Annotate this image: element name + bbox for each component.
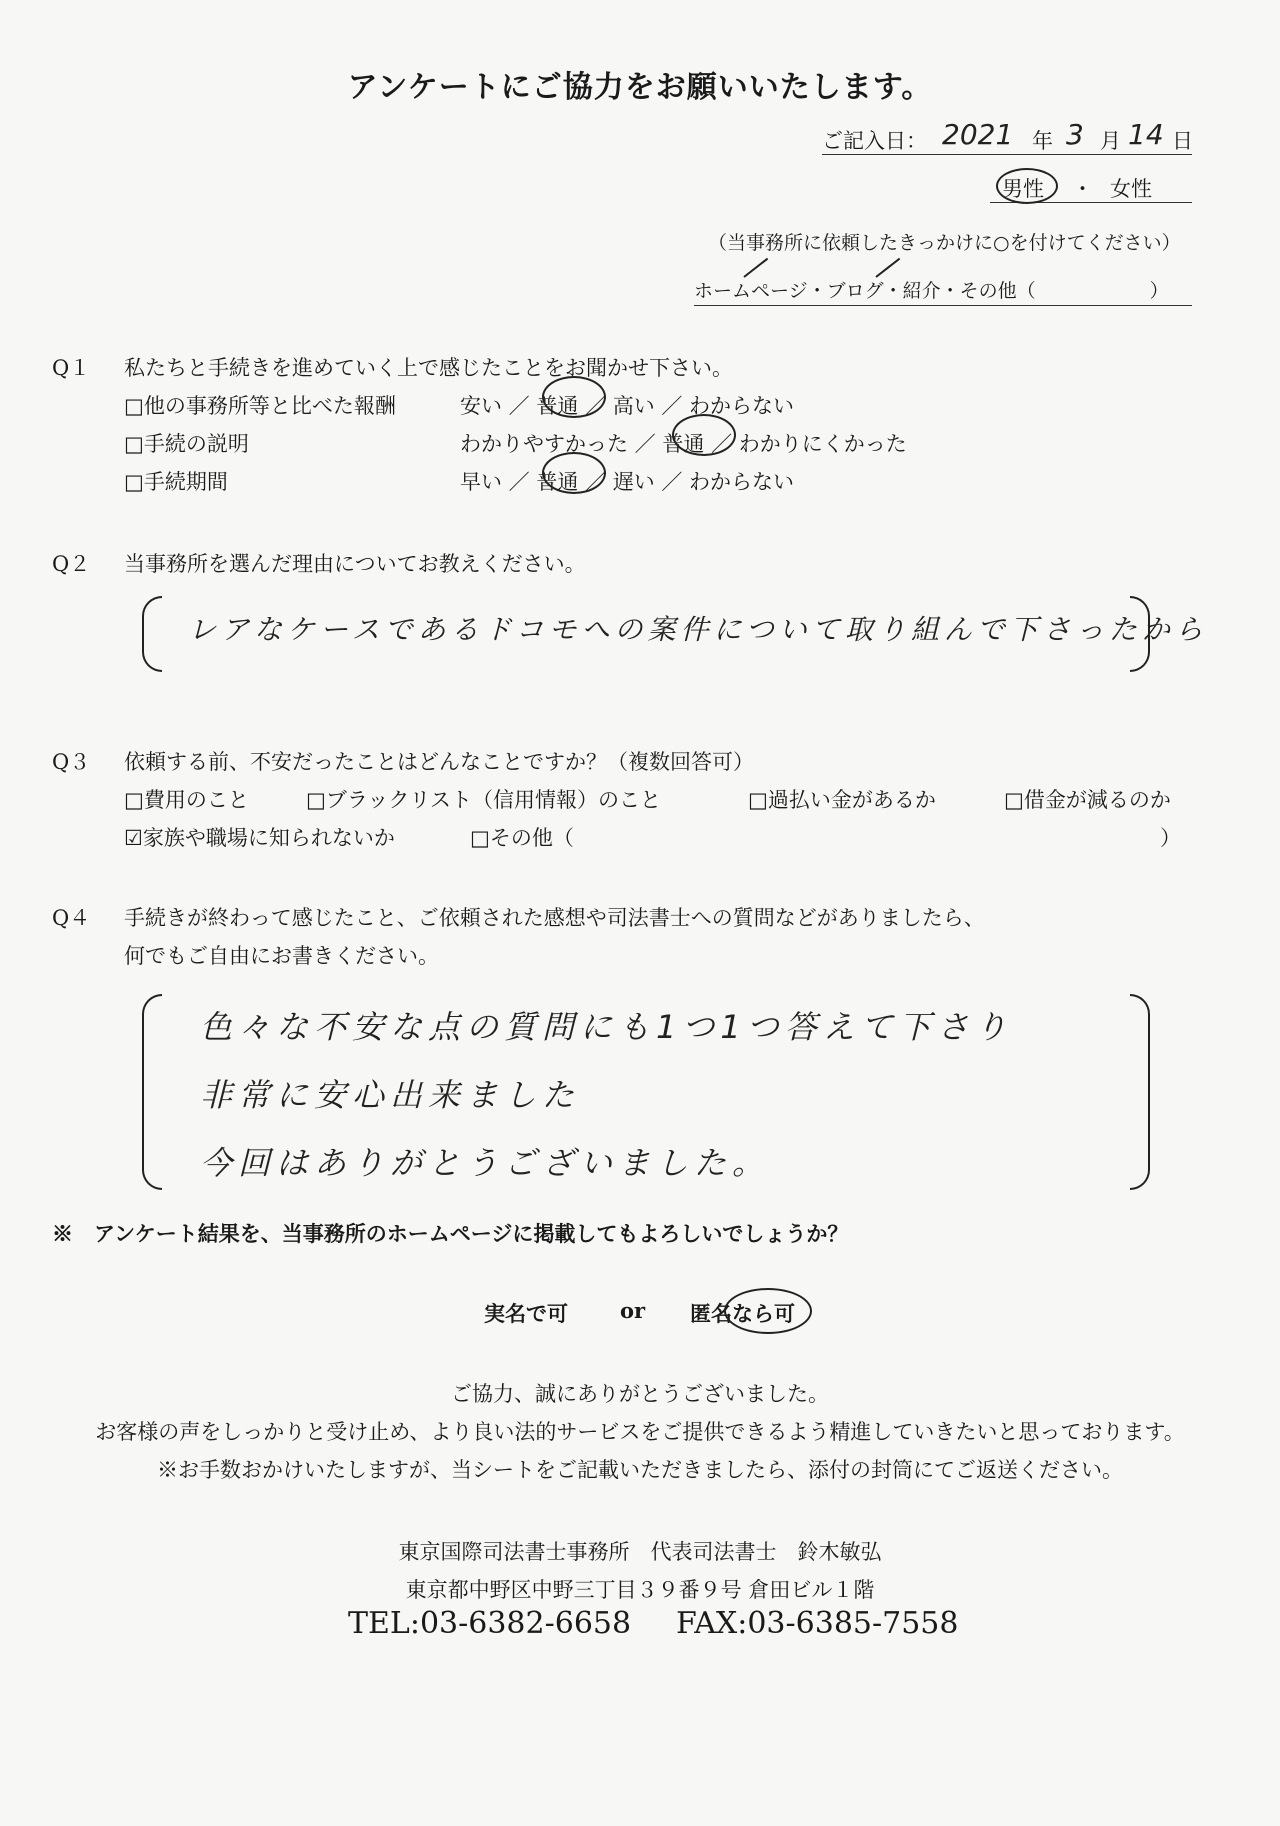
publish-real-name: 実名で可 bbox=[484, 1301, 568, 1326]
q3-option-blacklist: □ブラックリスト（信用情報）のこと bbox=[306, 788, 661, 812]
publish-anonymous-circle bbox=[724, 1288, 812, 1334]
q3-option-debt-reduce: □借金が減るのか bbox=[1004, 788, 1171, 812]
q1-row-1-answer-circle bbox=[542, 376, 606, 418]
q4-answer-line-3: 今回はありがとうございました。 bbox=[200, 1144, 771, 1182]
trigger-options: ホームページ・ブログ・紹介・その他（ ） bbox=[694, 276, 1192, 306]
q4-number: Q４ bbox=[52, 906, 91, 930]
publish-anonymous: 匿名なら可 bbox=[690, 1301, 795, 1326]
office-tel: TEL:03-6382-6658 bbox=[348, 1606, 632, 1641]
date-day-label: 日 bbox=[1172, 129, 1193, 153]
q1-row-2-options: わかりやすかった ／ 普通 ／ わかりにくかった bbox=[460, 432, 907, 456]
date-day-value: 14 bbox=[1128, 118, 1164, 151]
trigger-note: （当事務所に依頼したきっかけに○を付けてください） bbox=[708, 232, 1181, 254]
q1-question: 私たちと手続きを進めていく上で感じたことをお聞かせ下さい。 bbox=[124, 356, 733, 380]
q3-number: Q３ bbox=[52, 750, 91, 774]
q3-option-family-work: ☑家族や職場に知られないか bbox=[124, 826, 395, 850]
q4-bracket-right bbox=[1130, 994, 1150, 1190]
q3-option-overpayment: □過払い金があるか bbox=[748, 788, 936, 812]
q4-bracket-left bbox=[142, 994, 162, 1190]
q3-option-cost: □費用のこと bbox=[124, 788, 249, 812]
trigger-check-mark-1 bbox=[743, 258, 768, 278]
q1-row-3-answer-circle bbox=[542, 452, 606, 494]
date-month-value: 3 bbox=[1066, 118, 1084, 151]
q2-answer-handwritten: レアなケースであるドコモへの案件について取り組んで下さったから bbox=[188, 613, 1208, 646]
q1-row-2-answer-circle bbox=[672, 414, 736, 456]
q3-option-other-close: ） bbox=[1160, 826, 1181, 850]
thanks-line-3: ※お手数おかけいたしますが、当シートをご記載いただきましたら、添付の封筒にてご返送ください。 bbox=[157, 1458, 1123, 1482]
trigger-check-mark-2 bbox=[875, 258, 900, 278]
q2-bracket-left bbox=[142, 596, 162, 672]
office-fax: FAX:03-6385-7558 bbox=[676, 1606, 959, 1641]
q4-question-line-1: 手続きが終わって感じたこと、ご依頼された感想や司法書士への質問などがありましたら、 bbox=[124, 906, 985, 930]
thanks-line-1: ご協力、誠にありがとうございました。 bbox=[451, 1382, 829, 1406]
thanks-line-2: お客様の声をしっかりと受け止め、より良い法的サービスをご提供できるよう精進していきたいと思っております。 bbox=[95, 1420, 1185, 1444]
gender-male-circle-mark bbox=[996, 168, 1058, 204]
date-month-label: 月 bbox=[1100, 129, 1121, 153]
publish-or: or bbox=[620, 1298, 646, 1323]
q3-question: 依頼する前、不安だったことはどんなことですか？（複数回答可） bbox=[124, 750, 754, 774]
gender-female: 女性 bbox=[1110, 177, 1152, 201]
q2-question: 当事務所を選んだ理由についてお教えください。 bbox=[124, 552, 586, 576]
q1-number: Q１ bbox=[52, 356, 91, 380]
date-year-value: 2021 bbox=[942, 118, 1014, 151]
publish-question: ※ アンケート結果を、当事務所のホームページに掲載してもよろしいでしょうか？ bbox=[52, 1221, 849, 1246]
date-year-label: 年 bbox=[1032, 129, 1053, 153]
q1-row-1-options: 安い ／ 普通 ／ 高い ／ わからない bbox=[460, 394, 795, 418]
date-label: ご記入日： bbox=[822, 129, 927, 153]
date-line bbox=[822, 120, 1192, 155]
q1-row-1-label: □他の事務所等と比べた報酬 bbox=[124, 394, 396, 418]
q3-option-other: □その他（ bbox=[470, 826, 574, 850]
gender-male: 男性 bbox=[1002, 177, 1044, 201]
q2-number: Q２ bbox=[52, 552, 91, 576]
q1-row-2-label: □手続の説明 bbox=[124, 432, 249, 456]
q4-question-line-2: 何でもご自由にお書きください。 bbox=[124, 944, 439, 968]
office-name: 東京国際司法書士事務所 代表司法書士 鈴木敏弘 bbox=[398, 1540, 882, 1564]
q1-row-3-label: □手続期間 bbox=[124, 470, 228, 494]
q4-answer-line-1: 色々な不安な点の質問にも1つ1つ答えて下さり bbox=[200, 1008, 1013, 1046]
gender-separator: ・ bbox=[1072, 177, 1093, 201]
q1-row-3-options: 早い ／ 普通 ／ 遅い ／ わからない bbox=[460, 470, 795, 494]
survey-title: アンケートにご協力をお願いいたします。 bbox=[347, 70, 933, 105]
q4-answer-line-2: 非常に安心出来ました bbox=[200, 1076, 581, 1114]
office-address: 東京都中野区中野三丁目３９番９号 倉田ビル１階 bbox=[405, 1578, 875, 1602]
